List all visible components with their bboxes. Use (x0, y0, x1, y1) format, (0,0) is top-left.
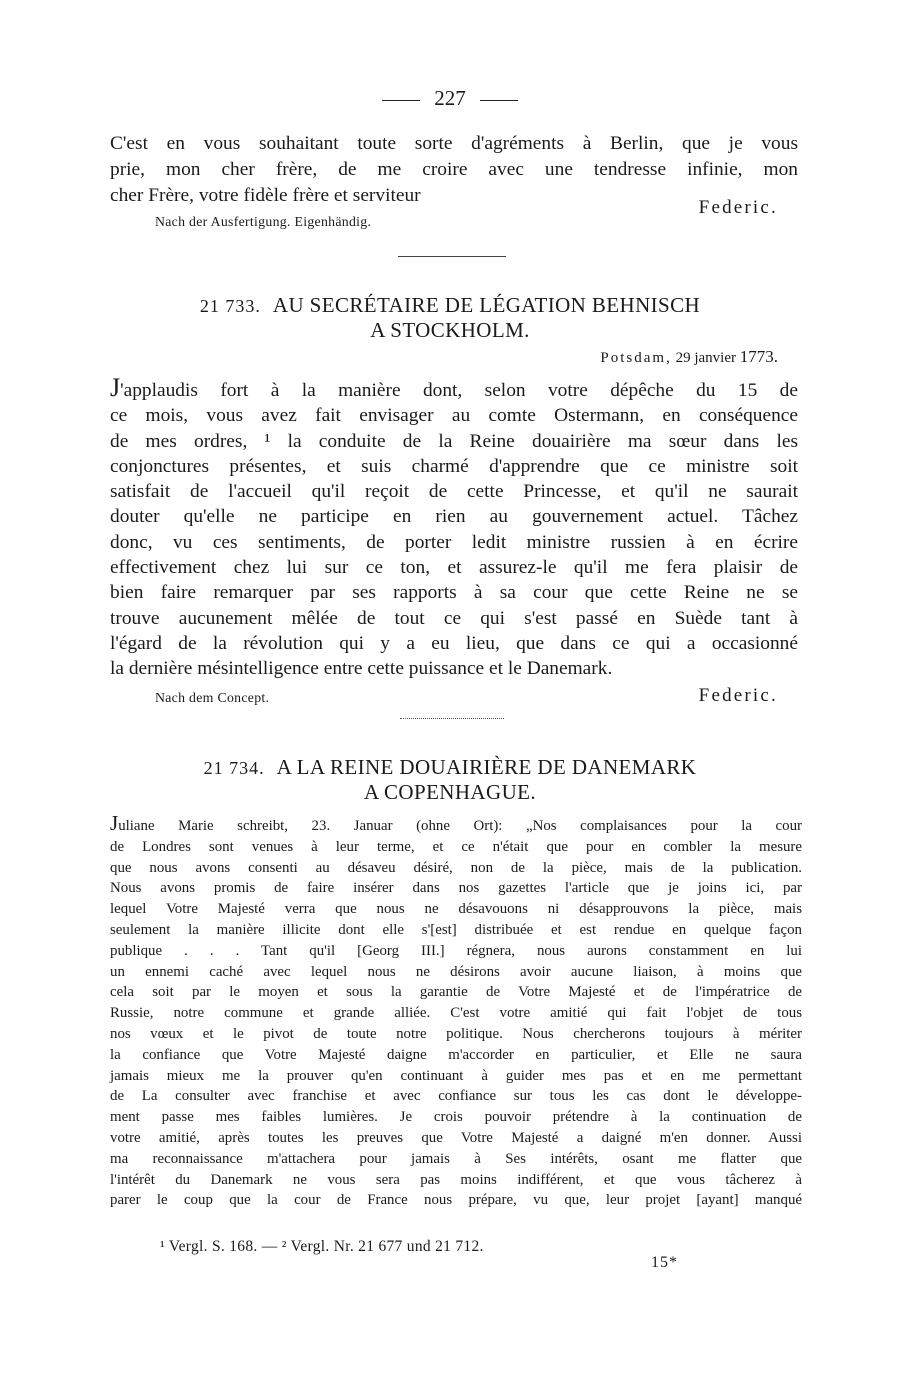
letter-21733-body-line: satisfait de l'accueil qu'il reçoit de cette Princesse, et qu'il ne saurait (110, 481, 798, 503)
page-number (0, 86, 900, 111)
footnotes: ¹ Vergl. S. 168. — ² Vergl. Nr. 21 677 und 21 712. (160, 1238, 484, 1255)
letter-21733-body-line: la dernière mésintelligence entre cette puissance et le Danemark. (110, 658, 613, 680)
letter-21733-year: 1773. (739, 347, 778, 366)
letter-21733-body-line: effectivement chez lui sur ce ton, et assurez-le qu'il me fera plaisir de (110, 557, 798, 579)
letter-21734-heading (0, 755, 900, 781)
quote-line: de Londres sont venues à leur terme, et ce n'était que pour en combler la mesure (110, 838, 802, 855)
quote-line: un ennemi caché avec lequel nous ne désirons avoir aucune liaison, à moins que (110, 963, 802, 980)
quote-line: l'intérêt du Danemark ne vous sera pas moins indifférent, et que vous tâcherez à (110, 1171, 802, 1188)
letter-21733-body-line: conjonctures présentes, et suis charmé d'apprendre que ce ministre soit (110, 455, 798, 477)
quote-line: de La consulter avec franchise et avec confiance sur tous les cas dont le développe- (110, 1088, 802, 1105)
letter-21733-place: Potsdam, (600, 350, 672, 366)
letter-21734-quote (110, 813, 802, 1211)
page-number-dash-right (480, 100, 518, 101)
letter-end-line-3: cher Frère, votre fidèle frère et serviteur (110, 185, 421, 206)
letter-end-signature: Federic. (698, 197, 778, 218)
quote-line: publique . . . Tant qu'il [Georg III.] régnera, nous aurons constamment en lui (110, 942, 802, 959)
letter-end-line-2: prie, mon cher frère, de me croire avec une tendresse infinie, mon (110, 159, 798, 180)
letter-21733-body-line: de mes ordres, ¹ la conduite de la Reine douairière ma sœur dans les (110, 430, 798, 452)
letter-21734-title-line1: A LA REINE DOUAIRIÈRE DE DANEMARK (276, 755, 697, 779)
letter-21733-dateline (600, 347, 778, 367)
quote-line: ma reconnaissance m'attachera pour jamais à Ses intérêts, osant me flatter que (110, 1150, 802, 1167)
letter-21733-source-note: Nach dem Concept. (155, 690, 270, 705)
quote-line: lequel Votre Majesté verra que nous ne désavouons ni désapprouvons la pièce, mais (110, 901, 802, 918)
letter-21733-body-line: donc, vu ces sentiments, de porter ledit ministre russien à en écrire (110, 531, 798, 553)
letter-21733-body-line: trouve aucunement mêlée de tout ce qui s'est passé en Suède tant à (110, 607, 798, 629)
quote-line: parer le coup que la cour de France nous prépare, vu que, leur projet [ayant] manqué (110, 1192, 802, 1209)
letter-21733-title-line2: A STOCKHOLM. (370, 318, 530, 342)
quote-line: Russie, notre commune et grande alliée. C'est votre amitié qui fait l'objet de tous (110, 1005, 802, 1022)
quote-line: la confiance que Votre Majesté daigne m'accorder en particulier, et Elle ne saura (110, 1046, 802, 1063)
letter-21733-body-line: J'applaudis fort à la manière dont, selon votre dépêche du 15 de (110, 373, 798, 402)
letter-21733-body-line: l'égard de la révolution qui y a eu lieu, que dans ce qui a occasionné (110, 632, 798, 654)
section-divider-1 (398, 256, 506, 257)
page-number-dash-left (382, 100, 420, 101)
page-number-text: 227 (434, 86, 466, 110)
signature-mark: 15* (651, 1254, 678, 1271)
letter-21733-heading (0, 293, 900, 319)
letter-21734-title-line2: A COPENHAGUE. (363, 780, 537, 804)
drop-initial: J (110, 811, 119, 835)
quote-line: seulement la manière illicite dont elle s'[est] distribuée et est rendue en quelque façon (110, 921, 802, 938)
letter-21733-signature: Federic. (698, 685, 778, 706)
letter-end-line-1: C'est en vous souhaitant toute sorte d'agréments à Berlin, que je vous (110, 133, 798, 154)
section-divider-2 (400, 718, 504, 719)
letter-21733-body-line: ce mois, vous avez fait envisager au comte Ostermann, en conséquence (110, 405, 798, 427)
quote-line: ment passe mes faibles lumières. Je crois pouvoir prétendre à la continuation de (110, 1109, 802, 1126)
quote-line: Juliane Marie schreibt, 23. Januar (ohne Ort): „Nos complaisances pour la cour (110, 811, 802, 835)
quote-line: nos vœux et le pivot de toute notre politique. Nous chercherons toujours à mériter (110, 1025, 802, 1042)
letter-21734-number: 21 734. (203, 758, 265, 778)
letter-21733-title-line1: AU SECRÉTAIRE DE LÉGATION BEHNISCH (272, 293, 701, 317)
letter-21733-body-line: douter qu'elle ne participe en rien au gouvernement actuel. Tâchez (110, 506, 798, 528)
drop-initial: J (110, 373, 121, 402)
letter-21733-body-line: bien faire remarquer par ses rapports à sa cour que cette Reine ne se (110, 582, 798, 604)
quote-line: votre amitié, après toutes les preuves que Votre Majesté a daigné m'en donner. Aussi (110, 1129, 802, 1146)
quote-line: jamais mieux me la prouver qu'en continuant à guider mes pas et en me permettant (110, 1067, 802, 1084)
letter-21733-number: 21 733. (199, 296, 261, 316)
letter-end-source-note: Nach der Ausfertigung. Eigenhändig. (155, 214, 372, 229)
letter-21733-date: 29 janvier (675, 350, 736, 366)
quote-line: que nous avons consenti au désaveu désiré, non de la pièce, mais de la publication. (110, 859, 802, 876)
quote-line: Nous avons promis de faire insérer dans nos gazettes l'article que je joins ici, par (110, 880, 802, 897)
quote-line: cela soit par le moyen et sous la garantie de Votre Majesté et de l'impératrice de (110, 984, 802, 1001)
letter-21733-body (110, 375, 798, 682)
